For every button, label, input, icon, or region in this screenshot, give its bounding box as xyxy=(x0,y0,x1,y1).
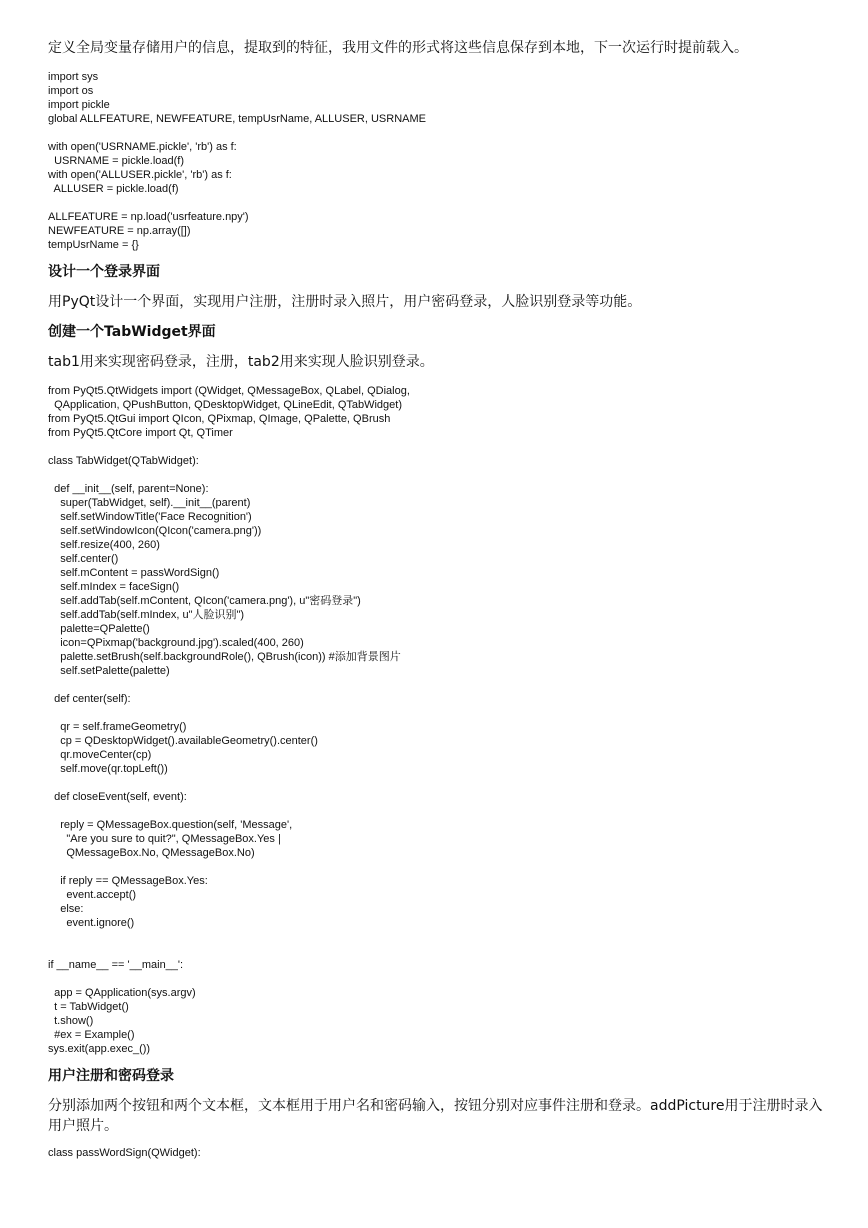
intro-paragraph: 定义全局变量存储用户的信息，提取到的特征，我用文件的形式将这些信息保存到本地，下一次运行时提前载入。 xyxy=(48,40,748,56)
code-block-password-sign: class passWordSign(QWidget): xyxy=(48,1147,201,1159)
section-heading-register-login: 用户注册和密码登录 xyxy=(48,1068,174,1084)
document-page xyxy=(48,38,828,1160)
section-heading-login-ui: 设计一个登录界面 xyxy=(48,264,160,280)
code-block-tabwidget: from PyQt5.QtWidgets import (QWidget, QMessageBox, QLabel, QDialog, QApplication, QPushButton, QDesktopWidget, QLineEdit, QTabWidget) from PyQt5.QtGui import QIcon, QPixmap, QImage, QPalette, QBrush from PyQt5.QtCore import Qt, QTimer class TabWidget(QTabWidget): def __init__(self, parent=None): super(TabWidget, self).__init__(parent) self.setWindowTitle('Face Recognition') self.setWindowIcon(QIcon('camera.png')) self.resize(400, 260) self.center() self.mContent = passWordSign() self.mIndex = faceSign() self.addTab(self.mContent, QIcon('camera.png'), u"密码登录") self.addTab(self.mIndex, u"人脸识别") palette=QPalette() icon=QPixmap('background.jpg').scaled(400, 260) palette.setBrush(self.backgroundRole(), QBrush(icon)) #添加背景图片 self.setPalette(palette) def center(self): qr = self.frameGeometry() cp = QDesktopWidget().availableGeometry().center() qr.moveCenter(cp) self.move(qr.topLeft()) def closeEvent(self, event): reply = QMessageBox.question(self, 'Message', "Are you sure to quit?", QMessageBox.Yes | QMessageBox.No, QMessageBox.No) if reply == QMessageBox.Yes: event.accept() else: event.ignore() if __name__ == '__main__': app = QApplication(sys.argv) t = TabWidget() t.show() #ex = Example() sys.exit(app.exec_()) xyxy=(48,385,410,1055)
register-login-paragraph: 分别添加两个按钮和两个文本框，文本框用于用户名和密码输入，按钮分别对应事件注册和登录。addPicture用于注册时录入用户照片。 xyxy=(48,1098,823,1134)
section-heading-tabwidget: 创建一个TabWidget界面 xyxy=(48,324,216,340)
login-ui-paragraph: 用PyQt设计一个界面，实现用户注册，注册时录入照片，用户密码登录，人脸识别登录等功能。 xyxy=(48,294,642,310)
code-block-globals: import sys import os import pickle global ALLFEATURE, NEWFEATURE, tempUsrName, ALLUSER, USRNAME with open('USRNAME.pickle', 'rb') as f: USRNAME = pickle.load(f) with open('ALLUSER.pickle', 'rb') as f: ALLUSER = pickle.load(f) ALLFEATURE = np.load('usrfeature.npy') NEWFEATURE = np.array([]) tempUsrName = {} xyxy=(48,71,426,251)
tabwidget-paragraph: tab1用来实现密码登录，注册，tab2用来实现人脸识别登录。 xyxy=(48,354,434,370)
